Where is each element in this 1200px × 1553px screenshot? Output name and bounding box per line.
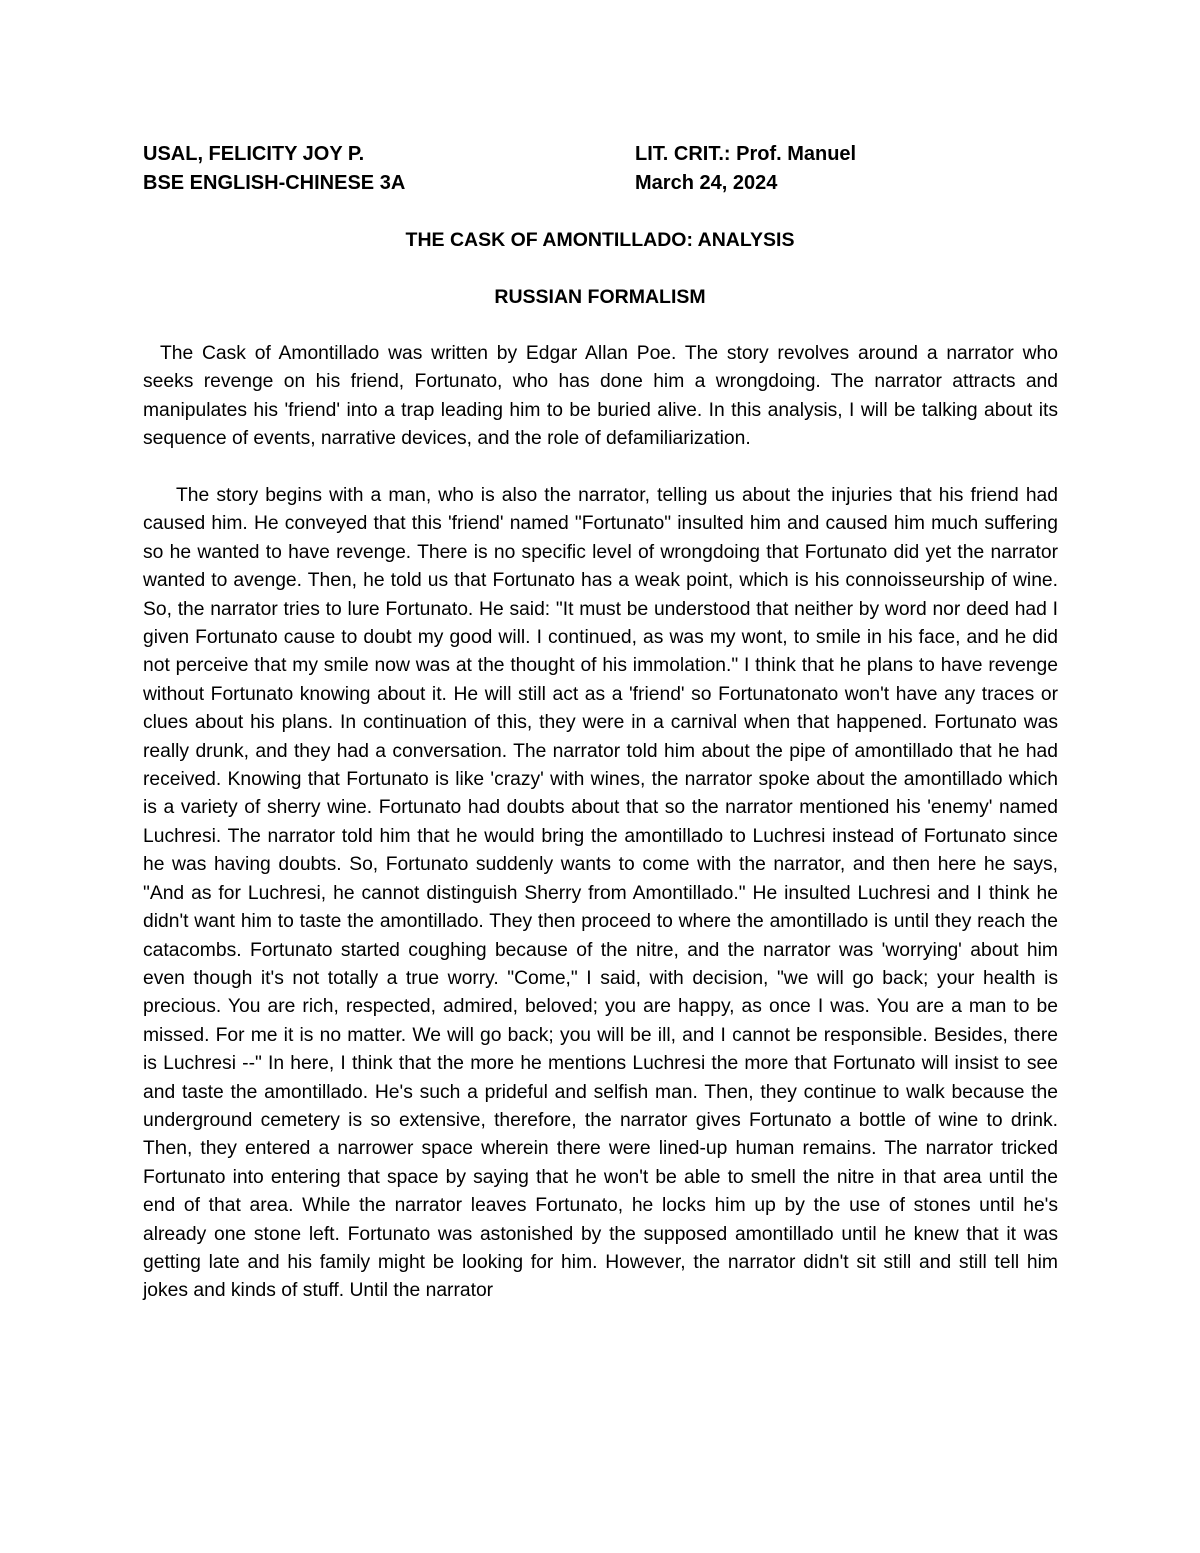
paragraph-analysis: The story begins with a man, who is also the narrator, telling us about the injuries that his friend had caused him. He conveyed that this 'friend' named "Fortunato" insulted him and caused him much suffering so he wanted to have revenge. There is no specific level of wrongdoing that Fortunato did yet the narrator wanted to avenge. Then, he told us that Fortunato has a weak point, which is his connoisseurship of wine. So, the narrator tries to lure Fortunato. He said: "It must be understood that neither by word nor deed had I given Fortunato cause to doubt my good will. I continued, as was my wont, to smile in his face, and he did not perceive that my smile now was at the thought of his immolation." I think that he plans to have revenge without Fortunato knowing about it. He will still act as a 'friend' so Fortunatonato won't have any traces or clues about his plans. In continuation of this, they were in a carnival when that happened. Fortunato was really drunk, and they had a conversation. The narrator told him about the pipe of amontillado that he had received. Knowing that Fortunato is like 'crazy' with wines, the narrator spoke about the amontillado which is a variety of sherry wine. Fortunato had doubts about that so the narrator mentioned his 'enemy' named Luchresi. The narrator told him that he would bring the amontillado to Luchresi instead of Fortunato since he was having doubts. So, Fortunato suddenly wants to come with the narrator, and then here he says, "And as for Luchresi, he cannot distinguish Sherry from Amontillado." He insulted Luchresi and I think he didn't want him to taste the amontillado. They then proceed to where the amontillado is until they reach the catacombs. Fortunato started coughing because of the nitre, and the narrator was 'worrying' about him even though it's not totally a true worry. "Come," I said, with decision, "we will go back; your health is precious. You are rich, respected, admired, beloved; you are happy, as once I was. You are a man to be missed. For me it is no matter. We will go back; you will be ill, and I cannot be responsible. Besides, there is Luchresi --" In here, I think that the more he mentions Luchresi the more that Fortunato will insist to see and taste the amontillado. He's such a prideful and selfish man. Then, they continue to walk because the underground cemetery is so extensive, therefore, the narrator gives Fortunato a bottle of wine to drink. Then, they entered a narrower space wherein there were lined-up human remains. The narrator tricked Fortunato into entering that space by saying that he won't be able to smell the nitre in that area until the end of that area. While the narrator leaves Fortunato, he locks him up by the use of stones until he's already one stone left. Fortunato was astonished by the supposed amontillado until he knew that it was getting late and his family might be looking for him. However, the narrator didn't sit still and still tell him jokes and kinds of stuff. Until the narrator	[143, 485, 1058, 1302]
course-section: BSE ENGLISH-CHINESE 3A	[143, 172, 406, 194]
subject-professor: LIT. CRIT.: Prof. Manuel	[635, 143, 857, 165]
section-heading: RUSSIAN FORMALISM	[494, 286, 706, 308]
student-info	[143, 140, 623, 198]
student-name: USAL, FELICITY JOY P.	[143, 143, 365, 165]
document-date: March 24, 2024	[635, 172, 778, 194]
document-title: THE CASK OF AMONTILLADO: ANALYSIS	[405, 229, 795, 251]
course-info	[635, 140, 1055, 198]
paragraph-introduction: The Cask of Amontillado was written by Edgar Allan Poe. The story revolves around a narrator who seeks revenge on his friend, Fortunato, who has done him a wrongdoing. The narrator attracts and manipulates his 'friend' into a trap leading him to be buried alive. In this analysis, I will be talking about its sequence of events, narrative devices, and the role of defamiliarization.	[143, 343, 1058, 450]
